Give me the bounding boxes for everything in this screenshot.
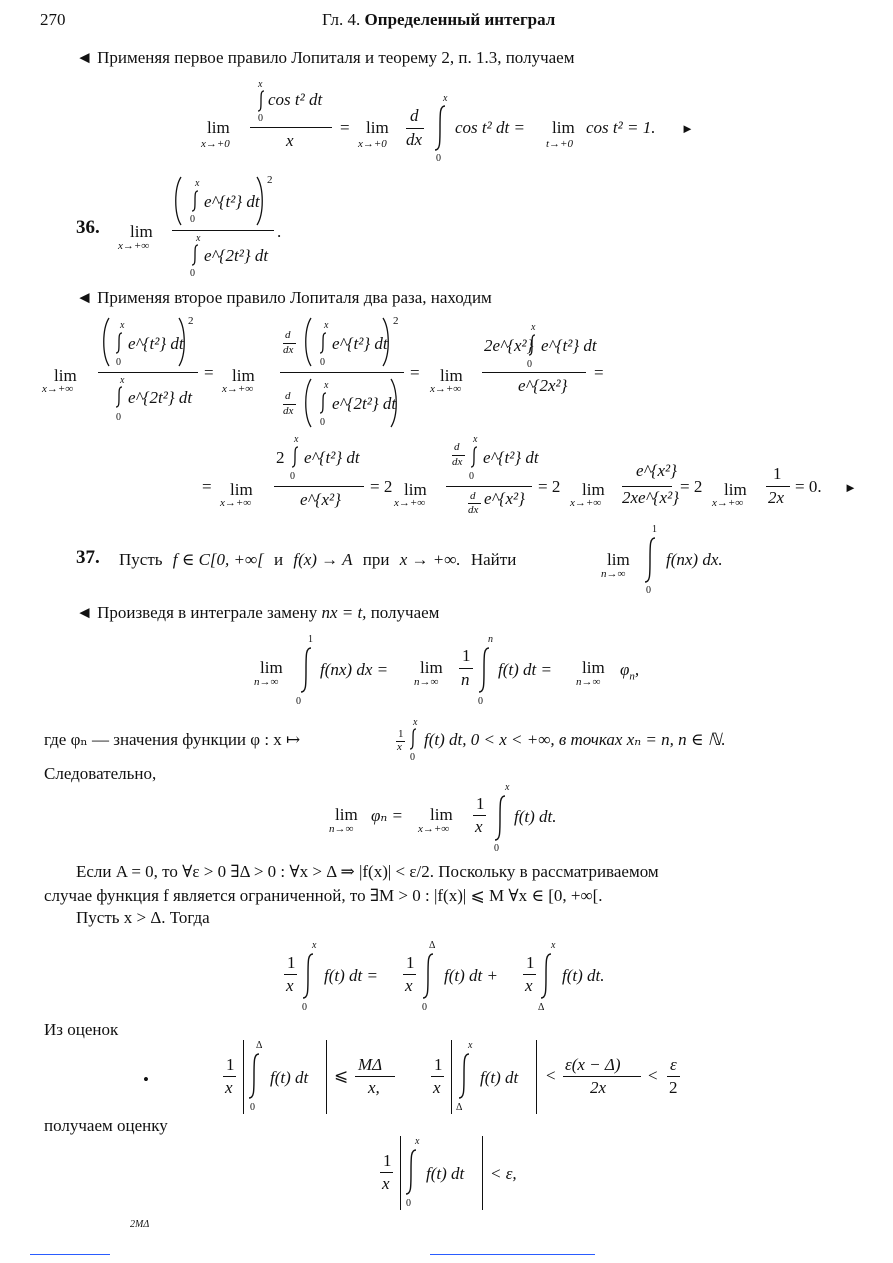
fraction-bar bbox=[622, 486, 672, 487]
lim-sub: x→+∞ bbox=[418, 823, 450, 835]
integral-sign bbox=[114, 332, 124, 354]
integrand: e^{2t²} dt bbox=[332, 394, 397, 413]
integral-sign bbox=[190, 190, 200, 212]
lower: 0 bbox=[406, 1198, 411, 1209]
integral-sign bbox=[432, 104, 448, 152]
left-paren bbox=[302, 378, 312, 428]
result: = 0. bbox=[795, 477, 822, 496]
dx-denominator: dx bbox=[406, 130, 423, 149]
integral-sign bbox=[527, 334, 537, 356]
d-bar bbox=[406, 128, 424, 129]
fraction-bar bbox=[280, 372, 404, 373]
lower: 0 bbox=[290, 471, 295, 482]
phi-subscript: n bbox=[629, 670, 635, 683]
integral-sign bbox=[318, 392, 328, 414]
frac-num: 1 bbox=[476, 794, 485, 813]
frac-num: 1 bbox=[287, 953, 296, 972]
cond-1: f ∈ C[0, +∞[ bbox=[172, 550, 264, 569]
abs-bar-right bbox=[536, 1040, 537, 1114]
left-paren bbox=[302, 317, 312, 367]
lim: lim bbox=[54, 366, 77, 385]
text-a: Пусть bbox=[119, 550, 163, 569]
integral-sign bbox=[318, 332, 328, 354]
fraction-bar bbox=[172, 230, 274, 231]
intro-paragraph-1: ◄ Применяя первое правило Лопиталя и теорему 2, п. 1.3, получаем bbox=[76, 48, 575, 67]
dx: dx bbox=[283, 344, 294, 356]
lower: 0 bbox=[296, 696, 301, 707]
d: d bbox=[285, 390, 291, 402]
upper: x bbox=[473, 434, 478, 445]
footer-link-line bbox=[430, 1254, 595, 1255]
integrand-2: f(t) dt = bbox=[498, 660, 552, 679]
integrand: f(nx) dx. bbox=[666, 550, 723, 569]
right-paren bbox=[256, 176, 266, 226]
upper: x bbox=[120, 320, 125, 331]
lim-2-sub: x→+0 bbox=[358, 138, 387, 150]
intro-c: получаем bbox=[370, 603, 440, 622]
lim-sub: n→∞ bbox=[601, 568, 626, 580]
ed-num: ε(x − Δ) bbox=[565, 1055, 621, 1074]
intro-a: ◄ Произведя в интеграле замену bbox=[76, 603, 318, 622]
integral-sign bbox=[538, 952, 554, 1000]
hence: Следовательно, bbox=[44, 764, 157, 783]
upper: 1 bbox=[308, 634, 313, 645]
fraction-bar bbox=[274, 486, 364, 487]
end-of-proof-marker: ► bbox=[681, 121, 694, 136]
integrand: e^{t²} dt bbox=[483, 448, 539, 467]
integrand: f(t) dt bbox=[270, 1068, 309, 1087]
integrand-2: f(t) dt + bbox=[444, 966, 498, 985]
left-paren bbox=[172, 176, 182, 226]
den-upper: x bbox=[196, 233, 201, 244]
lim: lim bbox=[232, 366, 255, 385]
lim: lim bbox=[724, 480, 747, 499]
upper: n bbox=[488, 634, 493, 645]
fraction-bar bbox=[482, 372, 586, 373]
lim: lim bbox=[404, 480, 427, 499]
lim-2: lim bbox=[366, 118, 389, 137]
paragraph-line-1: Если A = 0, то ∀ε > 0 ∃Δ > 0 : ∀x > Δ ⇒ |f(x)| < ε/2. Поскольку в рассматриваемом bbox=[76, 862, 659, 881]
numerator: e^{x²} bbox=[636, 461, 677, 480]
md-num: MΔ bbox=[358, 1055, 383, 1074]
integral-sign bbox=[190, 244, 200, 266]
equals: = bbox=[410, 363, 420, 382]
integral-sign bbox=[246, 1052, 262, 1100]
ed-den: 2x bbox=[590, 1078, 607, 1097]
int2-upper: x bbox=[443, 93, 448, 104]
lim: lim bbox=[430, 805, 453, 824]
integrand-3: f(t) dt. bbox=[562, 966, 605, 985]
equals-two: = 2 bbox=[370, 477, 393, 496]
lim-sub: x→+∞ bbox=[118, 240, 150, 252]
fraction-bar bbox=[431, 1076, 444, 1077]
frac-den: x bbox=[433, 1078, 441, 1097]
end-of-proof-marker: ► bbox=[844, 480, 857, 495]
integral-sign bbox=[403, 1148, 419, 1196]
fraction-bar bbox=[403, 974, 416, 975]
fraction-bar bbox=[563, 1076, 641, 1077]
cut-off-text: 2MΔ bbox=[130, 1219, 150, 1230]
abs-bar-right bbox=[326, 1040, 327, 1114]
paragraph-line-3: Пусть x > Δ. Тогда bbox=[76, 908, 210, 927]
denominator: 2x bbox=[768, 488, 785, 507]
right-paren bbox=[390, 378, 400, 428]
equals-two: = 2 bbox=[680, 477, 703, 496]
denominator: e^{x²} bbox=[484, 489, 525, 508]
where-lower: 0 bbox=[410, 752, 415, 763]
upper: x bbox=[551, 940, 556, 951]
fraction-bar bbox=[523, 974, 536, 975]
square-exponent: 2 bbox=[188, 315, 194, 327]
lim-sub: n→∞ bbox=[414, 676, 439, 688]
upper: Δ bbox=[429, 940, 436, 951]
lim-1-sub: x→+0 bbox=[201, 138, 230, 150]
problem-number: 36. bbox=[76, 217, 100, 238]
text-d: Найти bbox=[470, 550, 517, 569]
upper: x bbox=[120, 375, 125, 386]
lim-sub: x→+∞ bbox=[222, 383, 254, 395]
integral-sign bbox=[300, 952, 316, 1000]
integrand: e^{t²} dt bbox=[128, 334, 184, 353]
where-text: где φₙ — значения функции φ : x ↦ bbox=[44, 730, 301, 749]
frac-den: x bbox=[525, 976, 533, 995]
denominator: x bbox=[286, 131, 294, 150]
lim-sub: x→+∞ bbox=[570, 497, 602, 509]
equals-two: = 2 bbox=[538, 477, 561, 496]
fraction-bar bbox=[667, 1076, 680, 1077]
num-lower: 0 bbox=[190, 214, 195, 225]
e-num: ε bbox=[670, 1055, 677, 1074]
left-paren bbox=[100, 317, 110, 367]
frac-den: x bbox=[286, 976, 294, 995]
upper: x bbox=[531, 322, 536, 333]
from-estimates: Из оценок bbox=[44, 1020, 119, 1039]
lim: lim bbox=[607, 550, 630, 569]
phi-n: φₙ = bbox=[371, 806, 404, 825]
get-estimate: получаем оценку bbox=[44, 1116, 168, 1135]
lim-sub: x→+∞ bbox=[220, 497, 252, 509]
coefficient: 2 bbox=[276, 448, 285, 467]
lower: 0 bbox=[116, 357, 121, 368]
integral-sign bbox=[408, 728, 418, 750]
lim: lim bbox=[582, 480, 605, 499]
lim: lim bbox=[582, 658, 605, 677]
page-number: 270 bbox=[40, 10, 66, 29]
lower: 0 bbox=[478, 696, 483, 707]
frac-num: 1 bbox=[526, 953, 535, 972]
num-integrand: e^{t²} dt bbox=[204, 192, 260, 211]
problem-text bbox=[119, 550, 516, 570]
integrand: e^{t²} dt bbox=[332, 334, 388, 353]
lim-3-sub: t→+0 bbox=[546, 138, 573, 150]
text-b: и bbox=[273, 550, 284, 569]
lim-sub: n→∞ bbox=[329, 823, 354, 835]
e-den: 2 bbox=[669, 1078, 678, 1097]
frac-den: x bbox=[475, 817, 483, 836]
lower: 0 bbox=[320, 417, 325, 428]
integral-sign bbox=[256, 90, 266, 112]
lim-1: lim bbox=[207, 118, 230, 137]
frac-den: x bbox=[382, 1174, 390, 1193]
frac-num: 1 bbox=[434, 1055, 443, 1074]
lim-sub: x→+∞ bbox=[430, 383, 462, 395]
upper: x bbox=[324, 380, 329, 391]
num-coefficient: 2e^{x²} bbox=[484, 336, 534, 355]
result: cos t² = 1. bbox=[586, 118, 656, 137]
lim: lim bbox=[130, 222, 153, 241]
integrand: e^{t²} dt bbox=[541, 336, 597, 355]
where-rest: f(t) dt, 0 < x < +∞, в точках xₙ = n, n ∈ ℕ. bbox=[424, 730, 726, 749]
frac-num: 1 bbox=[226, 1055, 235, 1074]
upper: x bbox=[294, 434, 299, 445]
lower: 0 bbox=[646, 585, 651, 596]
lower: 0 bbox=[116, 412, 121, 423]
lim: lim bbox=[420, 658, 443, 677]
frac-den: x bbox=[405, 976, 413, 995]
square-exponent: 2 bbox=[267, 174, 273, 186]
lim: lim bbox=[440, 366, 463, 385]
integral-sign bbox=[492, 794, 508, 842]
equals: = bbox=[204, 363, 214, 382]
right-paren bbox=[178, 317, 188, 367]
integrand-2: cos t² dt = bbox=[455, 118, 525, 137]
lower: Δ bbox=[456, 1102, 463, 1113]
lower: 0 bbox=[302, 1002, 307, 1013]
where-frac-num: 1 bbox=[398, 728, 404, 740]
abs-bar-right bbox=[482, 1136, 483, 1210]
phi-symbol: φ bbox=[620, 660, 630, 679]
fraction-bar bbox=[446, 486, 532, 487]
integral-sign bbox=[290, 446, 300, 468]
int-upper: x bbox=[258, 79, 263, 90]
integral-sign bbox=[456, 1052, 472, 1100]
less-than: < bbox=[648, 1066, 658, 1085]
frac-den: n bbox=[461, 670, 470, 689]
integrand: f(t) dt. bbox=[514, 807, 557, 826]
lim-sub: x→+∞ bbox=[712, 497, 744, 509]
fraction-bar bbox=[766, 486, 790, 487]
integral-sign bbox=[476, 646, 492, 694]
comma: , bbox=[634, 660, 640, 679]
upper: 1 bbox=[652, 524, 657, 535]
right-paren bbox=[382, 317, 392, 367]
chapter-title: Определенный интеграл bbox=[364, 10, 556, 29]
integral-sign bbox=[298, 646, 314, 694]
lim: lim bbox=[335, 805, 358, 824]
abs-bar-left bbox=[451, 1040, 452, 1114]
lim: lim bbox=[260, 658, 283, 677]
d: d bbox=[454, 441, 460, 453]
intro-paragraph-2: ◄ Применяя второе правило Лопиталя два раза, находим bbox=[76, 288, 492, 307]
dx: dx bbox=[283, 405, 294, 417]
d: d bbox=[470, 490, 476, 502]
upper: x bbox=[312, 940, 317, 951]
integral-sign bbox=[469, 446, 479, 468]
fraction-bar bbox=[98, 372, 198, 373]
abs-bar-left bbox=[400, 1136, 401, 1210]
lower: 0 bbox=[250, 1102, 255, 1113]
phi bbox=[620, 660, 639, 682]
d-numerator: d bbox=[410, 106, 419, 125]
upper: x bbox=[505, 782, 510, 793]
cond-2: f(x) → A bbox=[293, 550, 353, 569]
num-integrand: cos t² dt bbox=[268, 90, 323, 109]
leq: ⩽ bbox=[334, 1066, 349, 1085]
integrand: f(t) dt bbox=[480, 1068, 519, 1087]
fraction-bar bbox=[380, 1172, 393, 1173]
square-exponent: 2 bbox=[393, 315, 399, 327]
integrand: e^{2t²} dt bbox=[128, 388, 193, 407]
integral-sign bbox=[642, 536, 658, 584]
lim-3: lim bbox=[552, 118, 575, 137]
frac-num: 1 bbox=[406, 953, 415, 972]
where-line bbox=[44, 730, 300, 750]
abs-bar-left bbox=[243, 1040, 244, 1114]
lower: 0 bbox=[527, 359, 532, 370]
lim-sub: x→+∞ bbox=[394, 497, 426, 509]
fraction-bar bbox=[223, 1076, 236, 1077]
lower: 0 bbox=[469, 471, 474, 482]
lim-sub: x→+∞ bbox=[42, 383, 74, 395]
intro-b: nx = t, bbox=[321, 603, 367, 622]
stray-dot: • bbox=[143, 1070, 149, 1089]
dx: dx bbox=[468, 504, 479, 516]
frac-den: x bbox=[225, 1078, 233, 1097]
fraction-bar bbox=[355, 1076, 395, 1077]
fraction-bar bbox=[473, 815, 486, 816]
integrand-1: f(t) dt = bbox=[324, 966, 378, 985]
integrand: f(t) dt bbox=[426, 1164, 465, 1183]
upper: Δ bbox=[256, 1040, 263, 1051]
integrand-1: f(nx) dx = bbox=[320, 660, 389, 679]
result: < ε, bbox=[490, 1164, 517, 1183]
numerator: 1 bbox=[773, 464, 782, 483]
equals: = bbox=[202, 477, 212, 496]
integrand: e^{t²} dt bbox=[304, 448, 360, 467]
lower: 0 bbox=[494, 843, 499, 854]
integral-sign bbox=[420, 952, 436, 1000]
upper: x bbox=[468, 1040, 473, 1051]
where-upper: x bbox=[413, 717, 418, 728]
num-upper: x bbox=[195, 178, 200, 189]
less-than: < bbox=[546, 1066, 556, 1085]
lower: Δ bbox=[538, 1002, 545, 1013]
cond-3: x → +∞. bbox=[399, 550, 461, 569]
dx: dx bbox=[452, 456, 463, 468]
lim-sub: n→∞ bbox=[254, 676, 279, 688]
where-frac-den: x bbox=[397, 741, 402, 753]
frac-num: 1 bbox=[383, 1151, 392, 1170]
equals-1: = bbox=[340, 118, 350, 137]
denominator: e^{x²} bbox=[300, 490, 341, 509]
upper: x bbox=[415, 1136, 420, 1147]
equals: = bbox=[594, 363, 604, 382]
fraction-bar bbox=[284, 974, 297, 975]
lim-sub: n→∞ bbox=[576, 676, 601, 688]
md-den: x, bbox=[368, 1078, 380, 1097]
d: d bbox=[285, 329, 291, 341]
den-integrand: e^{2t²} dt bbox=[204, 246, 269, 265]
integral-sign bbox=[114, 386, 124, 408]
chapter-number: Гл. 4. bbox=[322, 10, 361, 29]
int-lower: 0 bbox=[258, 113, 263, 124]
denominator: 2xe^{x²} bbox=[622, 488, 680, 507]
den-lower: 0 bbox=[190, 268, 195, 279]
footer-link-line bbox=[30, 1254, 110, 1255]
paragraph-line-2: случае функция f является ограниченной, то ∃M > 0 : |f(x)| ⩽ M ∀x ∈ [0, +∞[. bbox=[44, 886, 603, 905]
intro-paragraph-3 bbox=[76, 603, 439, 623]
period: . bbox=[277, 222, 282, 241]
lower: 0 bbox=[422, 1002, 427, 1013]
frac-num: 1 bbox=[462, 646, 471, 665]
fraction-bar bbox=[459, 668, 473, 669]
denominator: e^{2x²} bbox=[518, 376, 568, 395]
text-c: при bbox=[362, 550, 390, 569]
fraction-bar bbox=[250, 127, 332, 128]
int2-lower: 0 bbox=[436, 153, 441, 164]
upper: x bbox=[324, 320, 329, 331]
lim: lim bbox=[230, 480, 253, 499]
lower: 0 bbox=[320, 357, 325, 368]
problem-number: 37. bbox=[76, 547, 100, 568]
chapter-label bbox=[322, 10, 555, 30]
